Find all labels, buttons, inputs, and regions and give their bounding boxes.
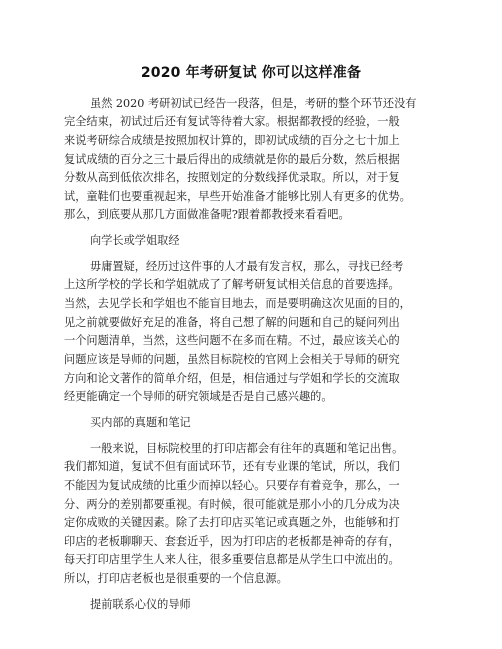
paragraph-2-line-6: 问题应该是导师的问题，虽然目标院校的官网上会相关于导师的研究 xyxy=(64,353,400,366)
paragraph-2-line-8: 经更能确定一个导师的研究领域是否是自己感兴趣的。 xyxy=(64,390,333,403)
paragraph-1-line-5: 分数从高到低依次排名，按照划定的分数线择优录取。所以，对于复 xyxy=(64,171,400,184)
document-title: 2020 年考研复试 你可以这样准备 xyxy=(140,65,362,81)
paragraph-1-line-7: 那么，到底要从那几方面做准备呢?跟着都教授来看看吧。 xyxy=(64,208,350,221)
section-heading-1: 向学长或学姐取经 xyxy=(90,234,180,247)
paragraph-1-line-2: 完全结束，初试过后还有复试等待着大家。根据都教授的经验，一般 xyxy=(64,115,400,128)
paragraph-2-line-4: 见之前就要做好充足的准备，将自己想了解的问题和自己的疑问列出 xyxy=(64,316,400,329)
paragraph-2-line-5: 一个问题清单，当然，这些问题不在多而在精。不过，最应该关心的 xyxy=(64,334,400,347)
paragraph-2-line-7: 方向和论文著作的简单介绍，但是，相信通过与学姐和学长的交流取 xyxy=(64,372,400,385)
paragraph-3-line-2: 我们都知道，复试不但有面试环节，还有专业课的笔试，所以，我们 xyxy=(64,460,400,473)
paragraph-3-line-7: 每天打印店里学生人来人往，很多重要信息都是从学生口中流出的。 xyxy=(64,553,400,566)
paragraph-2-line-2: 上这所学校的学长和学姐就成了了解考研复试相关信息的首要选择。 xyxy=(64,278,400,291)
paragraph-3-line-4: 分、两分的差别都要重视。有时候，很可能就是那小小的几分成为决 xyxy=(64,498,400,511)
paragraph-2-line-3: 当然，去见学长和学姐也不能盲目地去，而是要明确这次见面的目的， xyxy=(64,297,411,310)
paragraph-1-line-3: 来说考研综合成绩是按照加权计算的，即初试成绩的百分之七十加上 xyxy=(64,134,400,147)
paragraph-1-line-1: 虽然 2020 考研初试已经告一段落，但是，考研的整个环节还没有 xyxy=(90,97,417,110)
paragraph-3-line-6: 印店的老板聊聊天、套套近乎，因为打印店的老板都是神奇的存有， xyxy=(64,535,400,548)
section-heading-3: 提前联系心仪的导师 xyxy=(90,598,191,611)
paragraph-1-line-6: 试，童鞋们也要重视起来，早些开始准备才能够比别人有更多的优势。 xyxy=(64,190,411,203)
paragraph-3-line-8: 所以，打印店老板也是很重要的一个信息源。 xyxy=(64,572,288,585)
paragraph-3-line-3: 不能因为复试成绩的比重少而掉以轻心。只要存有着竞争，那么，一 xyxy=(64,479,400,492)
section-heading-2: 买内部的真题和笔记 xyxy=(90,416,191,429)
paragraph-2-line-1: 毋庸置疑，经历过这件事的人才最有发言权，那么，寻找已经考 xyxy=(90,260,404,273)
paragraph-1-line-4: 复试成绩的百分之三十最后得出的成绩就是你的最后分数，然后根据 xyxy=(64,153,400,166)
paragraph-3-line-5: 定你成败的关键因素。除了去打印店买笔记或真题之外，也能够和打 xyxy=(64,516,400,529)
paragraph-3-line-1: 一般来说，目标院校里的打印店都会有往年的真题和笔记出售。 xyxy=(90,442,404,455)
